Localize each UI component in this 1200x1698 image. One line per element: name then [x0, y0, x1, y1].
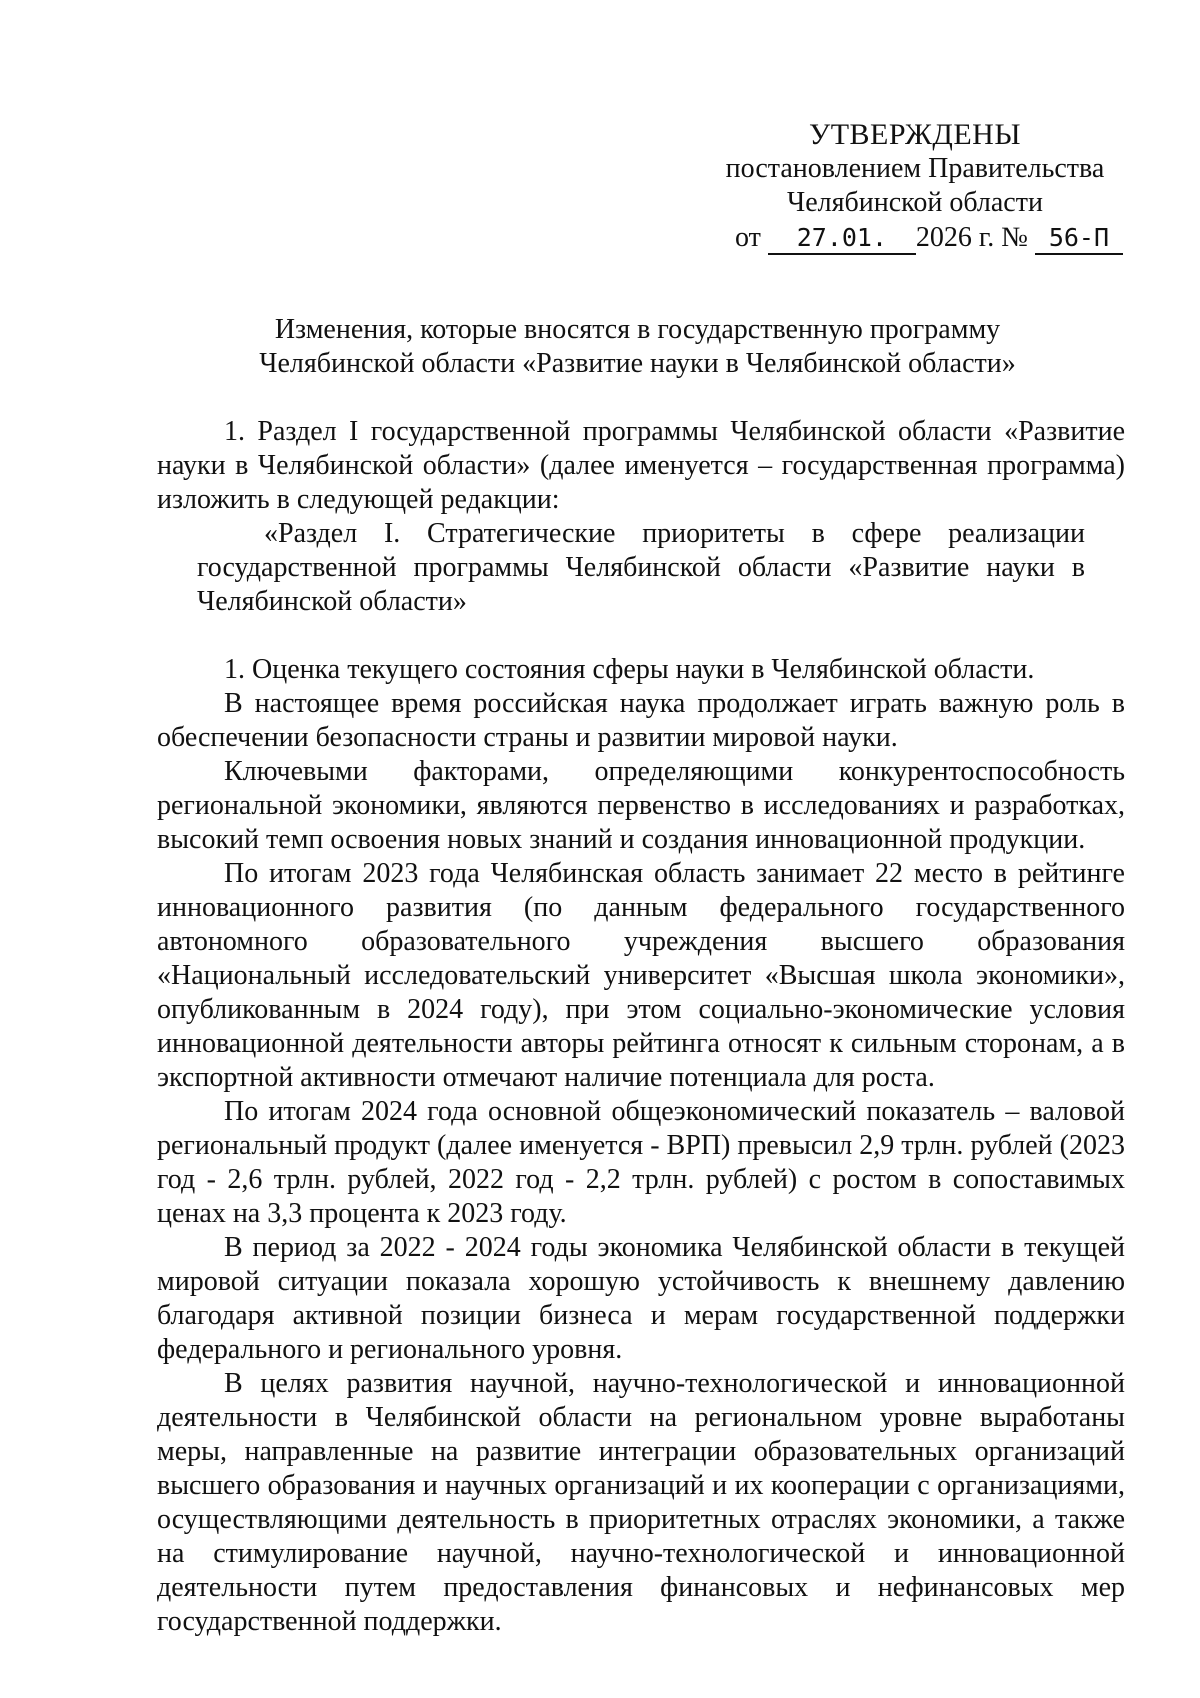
- paragraph-4: По итогам 2024 года основной общеэкономический показатель – валовой региональный продукт (далее именуется - ВРП) превысил 2,9 трлн. рублей (2023 год - 2,6 трлн. рублей, 2022 год - 2,2 трлн. рублей) с ростом в сопоставимых ценах на 3,3 процента к 2023 году.: [157, 1096, 1125, 1229]
- title-line-1: Изменения, которые вносятся в государственную программу: [274, 314, 1001, 345]
- paragraph-3: По итогам 2023 года Челябинская область занимает 22 место в рейтинге инновационного развития (по данным федерального государственного автономного образовательного учреждения высшего образования «Национальный исследовательский университет «Высшая школа экономики», опубликованным в 2024 году), при этом социально-экономические условия инновационной деятельности авторы рейтинга относят к сильным сторонам, а в экспортной активности отмечают наличие потенциала для роста.: [157, 858, 1125, 1093]
- from-prefix: от: [735, 222, 761, 253]
- paragraph-item-1: 1. Раздел I государственной программы Челябинской области «Развитие науки в Челябинской области» (далее именуется – государственная программа) изложить в следующей редакции:: [157, 416, 1125, 515]
- approval-date-value: 27.01.: [768, 223, 916, 255]
- paragraph-5: В период за 2022 - 2024 годы экономика Челябинской области в текущей мировой ситуации показала хорошую устойчивость к внешнему давлению благодаря активной позиции бизнеса и мерам государственной поддержки федерального и регионального уровня.: [157, 1232, 1125, 1365]
- title-line-2: Челябинской области «Развитие науки в Челябинской области»: [259, 348, 1016, 379]
- approval-date-line: [735, 220, 1155, 256]
- approval-number-value: 56-П: [1035, 223, 1123, 255]
- spacer: [157, 619, 1125, 653]
- approved-label: УТВЕРЖДЕНЫ: [808, 118, 1022, 151]
- subheading: 1. Оценка текущего состояния сферы науки в Челябинской области.: [224, 654, 1035, 685]
- approval-line-region: Челябинской области: [787, 187, 1043, 218]
- year-number-label: 2026 г. №: [915, 222, 1028, 253]
- document-body: [157, 415, 1125, 1639]
- document-title: [150, 313, 1125, 381]
- paragraph-2: Ключевыми факторами, определяющими конкурентоспособность региональной экономики, являются первенство в исследованиях и разработках, высокий темп освоения новых знаний и создания инновационной продукции.: [157, 756, 1125, 855]
- section-heading: «Раздел I. Стратегические приоритеты в сфере реализации государственной программы Челябинской области «Развитие науки в Челябинской области»: [197, 518, 1085, 617]
- approval-stamp: [700, 118, 1130, 220]
- paragraph-1: В настоящее время российская наука продолжает играть важную роль в обеспечении безопасности страны и развитии мировой науки.: [157, 688, 1125, 753]
- paragraph-6: В целях развития научной, научно-технологической и инновационной деятельности в Челябинской области на региональном уровне выработаны меры, направленные на развитие интеграции образовательных организаций высшего образования и научных организаций и их кооперации с организациями, осуществляющими деятельность в приоритетных отраслях экономики, а также на стимулирование научной, научно-технологической и инновационной деятельности путем предоставления финансовых и нефинансовых мер государственной поддержки.: [157, 1368, 1125, 1637]
- approval-line-government: постановлением Правительства: [725, 153, 1105, 184]
